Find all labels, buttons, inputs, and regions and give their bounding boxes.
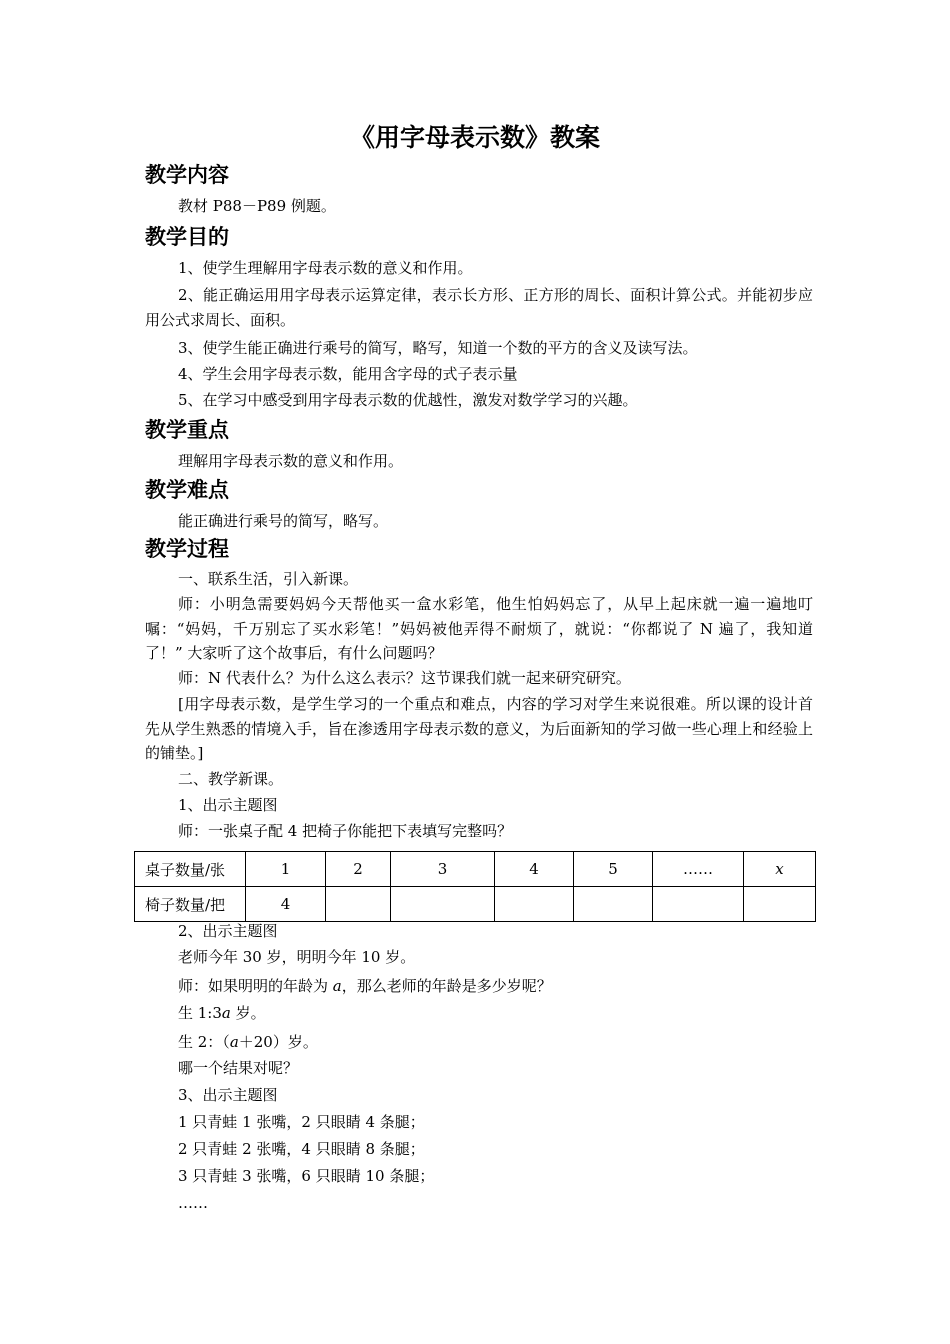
variable-a: a <box>221 1004 231 1022</box>
process-paragraph: 师：小明急需要妈妈今天帮他买一盒水彩笔，他生怕妈妈忘了，从早上起床就一遍一遍地叮嘱：“妈妈，千万别忘了买水彩笔！”妈妈被他弄得不耐烦了，就说：“你都说了 N 遍了，我知道了！” 大家听了这个故事后，有什么问题吗？ <box>145 595 813 662</box>
table-cell: 1 <box>246 852 326 887</box>
key-point-text: 理解用字母表示数的意义和作用。 <box>178 452 404 470</box>
table-cell <box>574 887 653 922</box>
process-paragraph: 师：一张桌子配 4 把椅子你能把下表填写完整吗？ <box>178 822 513 840</box>
process-paragraph: 一、联系生活，引入新课。 <box>178 570 359 588</box>
variable-a: a <box>332 977 342 995</box>
table-row <box>135 852 816 887</box>
process-paragraph: 二、教学新课。 <box>178 770 284 788</box>
process-paragraph: 哪一个结果对呢？ <box>178 1059 299 1077</box>
table-cell: …… <box>653 852 744 887</box>
document-title: 《用字母表示数》教案 <box>349 123 600 152</box>
table-cell: 2 <box>326 852 391 887</box>
goal-item: 5、在学习中感受到用字母表示数的优越性，激发对数学学习的兴趣。 <box>178 391 638 409</box>
goal-item: 2、能正确运用用字母表示运算定律，表示长方形、正方形的周长、面积计算公式。并能初步应用公式求周长、面积。 <box>145 286 813 329</box>
teaching-content-text: 教材 P88－P89 例题。 <box>178 197 336 215</box>
process-paragraph: …… <box>178 1194 208 1212</box>
table-row <box>135 887 816 922</box>
heading-teaching-process: 教学过程 <box>145 537 229 561</box>
heading-teaching-content: 教学内容 <box>145 163 229 187</box>
table-cell: 3 <box>391 852 495 887</box>
process-paragraph: 3 只青蛙 3 张嘴，6 只眼睛 10 条腿； <box>178 1167 435 1185</box>
process-paragraph: 2 只青蛙 2 张嘴，4 只眼睛 8 条腿； <box>178 1140 425 1158</box>
table-cell: 5 <box>574 852 653 887</box>
variable-a: a <box>229 1033 239 1051</box>
process-paragraph <box>178 1031 318 1053</box>
process-paragraph: 1 只青蛙 1 张嘴，2 只眼睛 4 条腿； <box>178 1113 425 1131</box>
table-cell <box>744 887 816 922</box>
table-row-header: 桌子数量/张 <box>135 852 246 887</box>
process-paragraph: 师：N 代表什么？为什么这么表示？这节课我们就一起来研究研究。 <box>178 669 631 687</box>
goal-item: 1、使学生理解用字母表示数的意义和作用。 <box>178 259 473 277</box>
process-note: [用字母表示数，是学生学习的一个重点和难点，内容的学习对学生来说很难。所以课的设计首先从学生熟悉的情境入手，旨在渗透用字母表示数的意义，为后面新知的学习做一些心理上和经验上的铺垫。] <box>145 695 813 762</box>
table-cell <box>495 887 574 922</box>
goal-item: 4、学生会用字母表示数，能用含字母的式子表示量 <box>178 365 518 383</box>
text-part: ，那么老师的年龄是多少岁呢？ <box>341 977 552 995</box>
text-part: ＋20）岁。 <box>238 1033 318 1051</box>
process-paragraph: 2、出示主题图 <box>178 922 278 940</box>
difficulty-text: 能正确进行乘号的简写，略写。 <box>178 512 389 530</box>
table-row-header: 椅子数量/把 <box>135 887 246 922</box>
text-part: 生 2：（ <box>178 1033 230 1051</box>
table-cell <box>326 887 391 922</box>
table-cell: 4 <box>495 852 574 887</box>
table-cell <box>653 887 744 922</box>
process-paragraph: 1、出示主题图 <box>178 796 278 814</box>
table-cell: x <box>744 852 816 887</box>
text-part: 师：如果明明的年龄为 <box>178 977 333 995</box>
process-paragraph: 3、出示主题图 <box>178 1086 278 1104</box>
table-cell: 4 <box>246 887 326 922</box>
goal-item: 3、使学生能正确进行乘号的简写，略写，知道一个数的平方的含义及读写法。 <box>178 339 698 357</box>
heading-key-point: 教学重点 <box>145 418 229 442</box>
table-cell <box>391 887 495 922</box>
text-part: 岁。 <box>230 1004 266 1022</box>
text-part: 生 1:3 <box>178 1004 222 1022</box>
heading-difficulty: 教学难点 <box>145 478 229 502</box>
heading-teaching-goals: 教学目的 <box>145 225 229 249</box>
chairs-table <box>134 851 816 922</box>
process-paragraph <box>178 975 552 997</box>
process-paragraph <box>178 1002 266 1024</box>
process-paragraph: 老师今年 30 岁，明明今年 10 岁。 <box>178 948 416 966</box>
